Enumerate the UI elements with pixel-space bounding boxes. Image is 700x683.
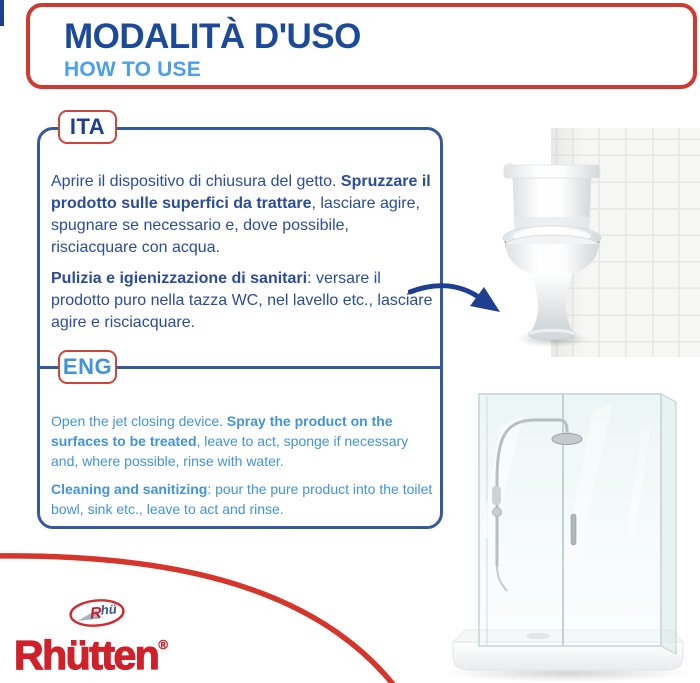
toilet-illustration [497,157,607,349]
page-title: MODALITÀ D'USO [64,17,361,56]
shower-cabin-illustration [443,390,693,683]
emblem-letters-hu: hü [100,601,118,618]
ita-paragraph-2: Pulizia e igienizzazione di sanitari: versare il prodotto puro nella tazza WC, nel lavello etc., lasciare agire e risciacquare. [51,270,433,331]
ita-instructions [51,171,434,343]
ita-paragraph-1: Aprire il dispositivo di chiusura del getto. Spruzzare il prodotto sulle superfici da trattare, lasciare agire, spugnare se necessario e, dove possibile, risciacquare con acqua. [51,173,431,256]
corner-mark [0,0,4,26]
brand-name: Rhütten® [14,632,168,678]
eng-paragraph-1: Open the jet closing device. Spray the product on the surfaces to be treated, leave to act, sponge if necessary and, where possible, rinse with water. [51,413,409,469]
emblem-letter-r: R [89,604,103,623]
page-subtitle: HOW TO USE [64,58,201,81]
header-box [26,3,697,89]
curved-arrow-icon [408,276,508,324]
eng-language-tab: ENG [58,350,117,384]
ita-language-tab: ITA [58,110,117,144]
eng-instructions [51,411,434,527]
registered-mark: ® [158,637,168,652]
eng-paragraph-2: Cleaning and sanitizing: pour the pure product into the toilet bowl, sink etc., leave to act and rinse. [51,481,433,517]
